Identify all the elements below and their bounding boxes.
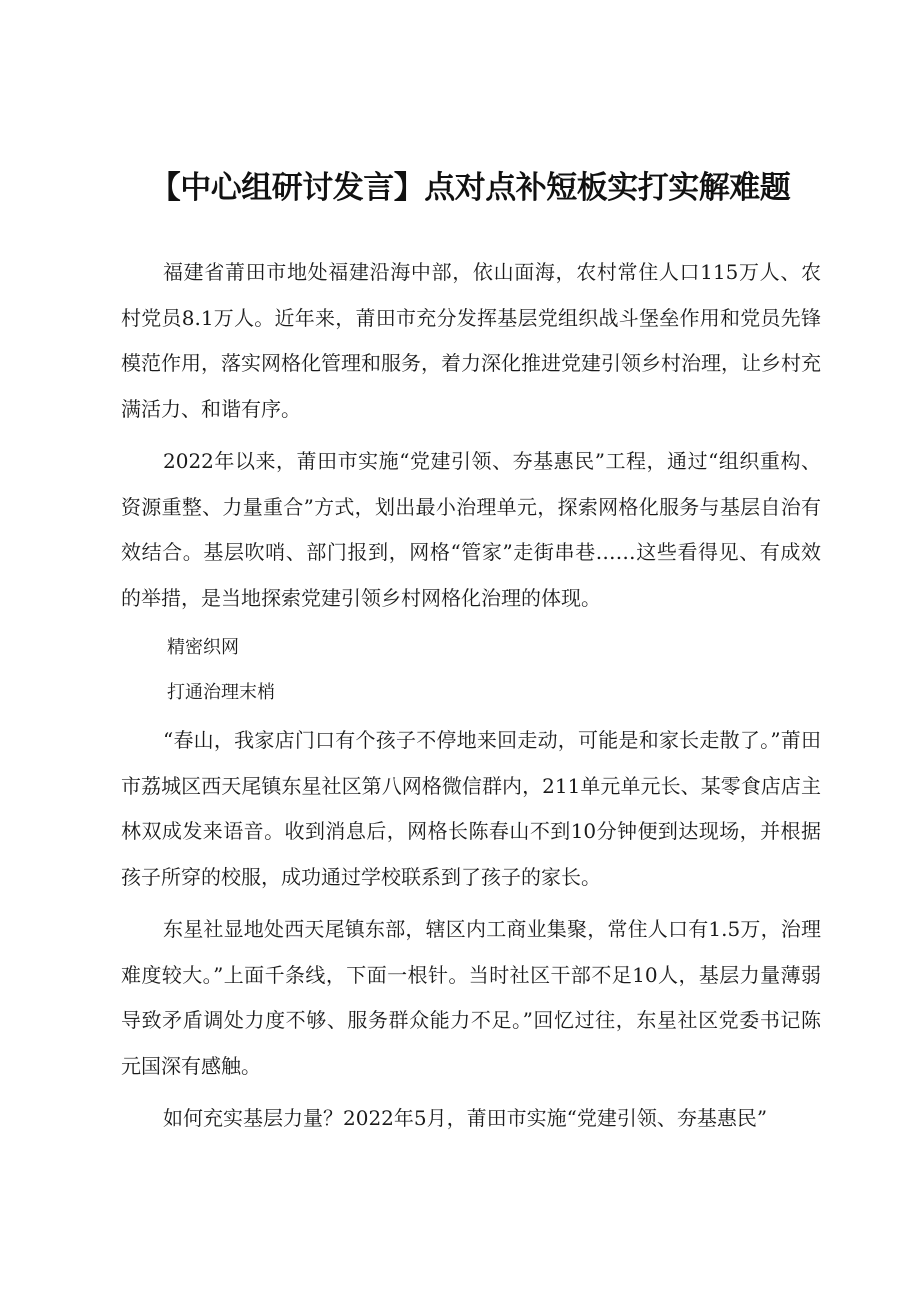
paragraph-intro: 福建省莆田市地处福建沿海中部，依山面海，农村常住人口115万人、农村党员8.1万人。近年来，莆田市充分发挥基层党组织战斗堡垒作用和党员先锋模范作用，落实网格化管理和服务，着力深化推进党建引领乡村治理，让乡村充满活力、和谐有序。 [121,260,821,421]
paragraph-project: 2022年以来，莆田市实施“党建引领、夯基惠民”工程，通过“组织重构、资源重整、力量重合”方式，划出最小治理单元，探索网格化服务与基层自治有效结合。基层吹哨、部门报到，网格“管家”走街串巷……这些看得见、有成效的举措，是当地探索党建引领乡村网格化治理的体现。 [121,449,821,610]
section-heading: 精密织网 [167,637,239,658]
paragraph-question: 如何充实基层力量？2022年5月，莆田市实施“党建引领、夯基惠民” [163,1106,768,1130]
paragraph-story: “春山，我家店门口有个孩子不停地来回走动，可能是和家长走散了。”莆田市荔城区西天尾镇东星社区第八网格微信群内，211单元单元长、某零食店店主林双成发来语音。收到消息后，网格长陈春山不到10分钟便到达现场，并根据孩子所穿的校服，成功通过学校联系到了孩子的家长。 [121,728,821,889]
document-body [121,250,821,1149]
document-title: 【中心组研讨发言】点对点补短板实打实解难题 [149,170,791,206]
section-subheading: 打通治理末梢 [167,682,275,703]
paragraph-community: 东星社显地处西天尾镇东部，辖区内工商业集聚，常住人口有1.5万，治理难度较大。”上面千条线，下面一根针。当时社区干部不足10人，基层力量薄弱导致矛盾调处力度不够、服务群众能力不足。”回忆过往，东星社区党委书记陈元国深有感触。 [121,917,821,1078]
